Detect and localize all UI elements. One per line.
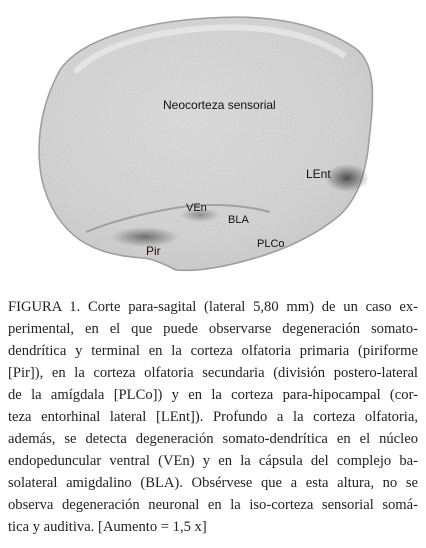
tissue-grain <box>39 17 372 270</box>
caption-line: teza entorhinal lateral [LEnt]). Profundo a la corteza olfatoria, <box>8 409 418 425</box>
label-plco: PLCo <box>257 238 285 250</box>
caption-line: observa degeneración neuronal en la iso-corteza sensorial somá- <box>8 497 418 513</box>
label-neocortex: Neocorteza sensorial <box>163 98 276 112</box>
pir-degeneration <box>111 227 179 247</box>
caption-line: perimental, en el que puede observarse degeneración somato- <box>8 321 418 337</box>
lent-degeneration <box>325 164 369 192</box>
label-pir: Pir <box>146 244 161 258</box>
caption-line: FIGURA 1. Corte para-sagital (lateral 5,80 mm) de un caso ex- <box>8 299 418 315</box>
label-lent: LEnt <box>306 167 331 181</box>
caption-line: dendrítica y terminal en la corteza olfatoria primaria (piriforme <box>8 343 418 359</box>
caption-line: de la amígdala [PLCo]) y en la corteza para-hipocampal (cor- <box>8 387 418 403</box>
figure-caption <box>8 296 418 538</box>
caption-line: [Pir]), en la corteza olfatoria secundaria (división postero-lateral <box>8 365 418 381</box>
label-bla: BLA <box>228 214 249 226</box>
caption-line: además, se detecta degeneración somato-dendrítica en el núcleo <box>8 431 418 447</box>
caption-line: tica y auditiva. [Aumento = 1,5 x] <box>8 519 207 535</box>
caption-line: endopeduncular ventral (VEn) y en la cápsula del complejo ba- <box>8 453 418 469</box>
label-ven: VEn <box>186 202 207 214</box>
caption-line: solateral amigdalino (BLA). Obsérvese que a esta altura, no se <box>8 475 418 491</box>
